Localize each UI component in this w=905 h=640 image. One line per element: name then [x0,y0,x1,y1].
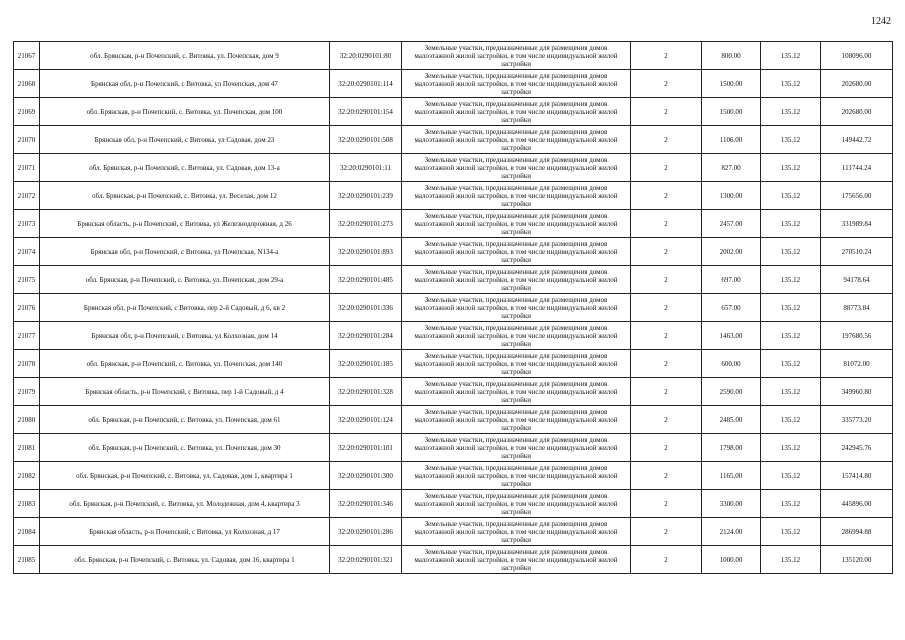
cadastral-value-cell: 202680.00 [821,70,893,98]
row-number-cell: 21078 [14,350,40,378]
land-use-cell: Земельные участки, предназначенные для размещения домов малоэтажной жилой застройки, в том числе индивидуальной жилой застройки [402,210,631,238]
row-number-cell: 21085 [14,546,40,574]
land-use-cell: Земельные участки, предназначенные для размещения домов малоэтажной жилой застройки, в том числе индивидуальной жилой застройки [402,434,631,462]
cadastral-value-cell: 270510.24 [821,238,893,266]
row-number-cell: 21069 [14,98,40,126]
table-row [14,434,893,462]
group-cell: 2 [631,266,702,294]
land-use-cell: Земельные участки, предназначенные для размещения домов малоэтажной жилой застройки, в том числе индивидуальной жилой застройки [402,238,631,266]
land-use-cell: Земельные участки, предназначенные для размещения домов малоэтажной жилой застройки, в том числе индивидуальной жилой застройки [402,266,631,294]
page-number: 1242 [871,16,891,27]
row-number-cell: 21083 [14,490,40,518]
address-cell: Брянская область, р-н Почепский, с Витовка, ул Колхозная, д 17 [40,518,330,546]
rate-cell: 135.12 [761,154,821,182]
group-cell: 2 [631,378,702,406]
land-registry-table [13,41,893,574]
row-number-cell: 21067 [14,42,40,70]
table-row [14,42,893,70]
group-cell: 2 [631,350,702,378]
area-cell: 1500.00 [702,98,761,126]
rate-cell: 135.12 [761,70,821,98]
land-use-cell: Земельные участки, предназначенные для размещения домов малоэтажной жилой застройки, в том числе индивидуальной жилой застройки [402,490,631,518]
table-body [14,42,893,574]
table-row [14,350,893,378]
cadastral-value-cell: 202680.00 [821,98,893,126]
rate-cell: 135.12 [761,322,821,350]
group-cell: 2 [631,490,702,518]
cadastral-value-cell: 445896.00 [821,490,893,518]
land-use-cell: Земельные участки, предназначенные для размещения домов малоэтажной жилой застройки, в том числе индивидуальной жилой застройки [402,406,631,434]
land-use-cell: Земельные участки, предназначенные для размещения домов малоэтажной жилой застройки, в том числе индивидуальной жилой застройки [402,126,631,154]
cadastral-number-cell: 32:20:0290101:893 [330,238,402,266]
group-cell: 2 [631,434,702,462]
table-row [14,406,893,434]
land-use-cell: Земельные участки, предназначенные для размещения домов малоэтажной жилой застройки, в том числе индивидуальной жилой застройки [402,378,631,406]
cadastral-number-cell: 32:20:0290101:336 [330,294,402,322]
row-number-cell: 21081 [14,434,40,462]
group-cell: 2 [631,518,702,546]
row-number-cell: 21073 [14,210,40,238]
rate-cell: 135.12 [761,546,821,574]
cadastral-value-cell: 111744.24 [821,154,893,182]
address-cell: обл. Брянская, р-н Почепский, с. Витовка, ул. Почепская, дом 29-а [40,266,330,294]
cadastral-number-cell: 32:20:0290101:346 [330,490,402,518]
address-cell: обл. Брянская, р-н Почепский, с. Витовка, ул. Садовая, дом 13-а [40,154,330,182]
cadastral-number-cell: 32:20:0290101:239 [330,182,402,210]
area-cell: 2124.00 [702,518,761,546]
cadastral-number-cell: 32:20:0290101:11 [330,154,402,182]
cadastral-number-cell: 32:20:0290101:508 [330,126,402,154]
row-number-cell: 21074 [14,238,40,266]
table-row [14,462,893,490]
table-row [14,98,893,126]
row-number-cell: 21075 [14,266,40,294]
table-row [14,126,893,154]
cadastral-number-cell: 32:20:0290101:485 [330,266,402,294]
rate-cell: 135.12 [761,378,821,406]
group-cell: 2 [631,42,702,70]
address-cell: Брянская обл, р-н Почепский, с Витовка, пер 2-й Садовый, д 6, кв 2 [40,294,330,322]
row-number-cell: 21080 [14,406,40,434]
cadastral-number-cell: 32:20:0290101:185 [330,350,402,378]
group-cell: 2 [631,154,702,182]
group-cell: 2 [631,182,702,210]
address-cell: обл. Брянская, р-н Почепский, с. Витовка, ул. Почепская, дом 9 [40,42,330,70]
cadastral-number-cell: 32:20:0290101:124 [330,406,402,434]
area-cell: 600.00 [702,350,761,378]
area-cell: 697.00 [702,266,761,294]
area-cell: 3300.00 [702,490,761,518]
cadastral-number-cell: 32:20:0290101:328 [330,378,402,406]
group-cell: 2 [631,210,702,238]
cadastral-value-cell: 242945.76 [821,434,893,462]
group-cell: 2 [631,322,702,350]
cadastral-value-cell: 81072.00 [821,350,893,378]
address-cell: Брянская обл, р-н Почепский, с Витовка, ул Почепская, N134-а [40,238,330,266]
land-use-cell: Земельные участки, предназначенные для размещения домов малоэтажной жилой застройки, в том числе индивидуальной жилой застройки [402,182,631,210]
cadastral-value-cell: 108096.00 [821,42,893,70]
row-number-cell: 21076 [14,294,40,322]
cadastral-number-cell: 32:20:0290101:284 [330,322,402,350]
cadastral-value-cell: 175656.00 [821,182,893,210]
area-cell: 2457.00 [702,210,761,238]
cadastral-number-cell: 32:20:0290101:101 [330,434,402,462]
table-row [14,490,893,518]
address-cell: обл. Брянская, р-н Почепский, с. Витовка, ул. Садовая, дом 16, квартира 1 [40,546,330,574]
cadastral-number-cell: 32:20:0290101:321 [330,546,402,574]
group-cell: 2 [631,98,702,126]
cadastral-value-cell: 197680.56 [821,322,893,350]
land-use-cell: Земельные участки, предназначенные для размещения домов малоэтажной жилой застройки, в том числе индивидуальной жилой застройки [402,70,631,98]
row-number-cell: 21079 [14,378,40,406]
rate-cell: 135.12 [761,126,821,154]
land-use-cell: Земельные участки, предназначенные для размещения домов малоэтажной жилой застройки, в том числе индивидуальной жилой застройки [402,350,631,378]
row-number-cell: 21084 [14,518,40,546]
land-use-cell: Земельные участки, предназначенные для размещения домов малоэтажной жилой застройки, в том числе индивидуальной жилой застройки [402,98,631,126]
row-number-cell: 21071 [14,154,40,182]
row-number-cell: 21072 [14,182,40,210]
table-row [14,154,893,182]
address-cell: Брянская область, р-н Почепский, с Витовка, пер 1-й Садовый, д 4 [40,378,330,406]
table-row [14,266,893,294]
row-number-cell: 21077 [14,322,40,350]
cadastral-value-cell: 286994.88 [821,518,893,546]
land-use-cell: Земельные участки, предназначенные для размещения домов малоэтажной жилой застройки, в том числе индивидуальной жилой застройки [402,518,631,546]
cadastral-number-cell: 32:20:0290101:286 [330,518,402,546]
group-cell: 2 [631,546,702,574]
area-cell: 657.00 [702,294,761,322]
cadastral-value-cell: 94178.64 [821,266,893,294]
group-cell: 2 [631,238,702,266]
row-number-cell: 21082 [14,462,40,490]
land-use-cell: Земельные участки, предназначенные для размещения домов малоэтажной жилой застройки, в том числе индивидуальной жилой застройки [402,154,631,182]
rate-cell: 135.12 [761,518,821,546]
cadastral-number-cell: 32:20:0290101:114 [330,70,402,98]
area-cell: 800.00 [702,42,761,70]
table-row [14,546,893,574]
rate-cell: 135.12 [761,266,821,294]
address-cell: обл. Брянская, р-н Почепский, с. Витовка, ул. Почепская, дом 30 [40,434,330,462]
row-number-cell: 21068 [14,70,40,98]
rate-cell: 135.12 [761,462,821,490]
land-use-cell: Земельные участки, предназначенные для размещения домов малоэтажной жилой застройки, в том числе индивидуальной жилой застройки [402,462,631,490]
rate-cell: 135.12 [761,294,821,322]
cadastral-number-cell: 32:20:0290101:80 [330,42,402,70]
group-cell: 2 [631,462,702,490]
cadastral-value-cell: 88773.84 [821,294,893,322]
address-cell: Брянская обл, р-н Почепский, с Витовка, ул Почепская, дом 47 [40,70,330,98]
cadastral-value-cell: 157414.80 [821,462,893,490]
address-cell: Брянская обл, р-н Почепский, с Витовка, ул Колхозная, дом 14 [40,322,330,350]
address-cell: обл. Брянская, р-н Почепский, с. Витовка, ул. Веселая, дом 12 [40,182,330,210]
group-cell: 2 [631,126,702,154]
rate-cell: 135.12 [761,434,821,462]
rate-cell: 135.12 [761,42,821,70]
area-cell: 1000.00 [702,546,761,574]
rate-cell: 135.12 [761,238,821,266]
address-cell: обл. Брянская, р-н Почепский, с. Витовка, ул. Почепская, дом 100 [40,98,330,126]
rate-cell: 135.12 [761,210,821,238]
cadastral-number-cell: 32:20:0290101:154 [330,98,402,126]
area-cell: 2002.00 [702,238,761,266]
land-use-cell: Земельные участки, предназначенные для размещения домов малоэтажной жилой застройки, в том числе индивидуальной жилой застройки [402,546,631,574]
address-cell: обл. Брянская, р-н Почепский, с. Витовка, ул. Почепская, дом 61 [40,406,330,434]
cadastral-value-cell: 135120.00 [821,546,893,574]
rate-cell: 135.12 [761,350,821,378]
address-cell: обл. Брянская, р-н Почепский, с. Витовка, ул. Молодежная, дом 4, квартира 3 [40,490,330,518]
area-cell: 2485.00 [702,406,761,434]
cadastral-value-cell: 331989.84 [821,210,893,238]
table-row [14,238,893,266]
area-cell: 1106.00 [702,126,761,154]
row-number-cell: 21070 [14,126,40,154]
cadastral-value-cell: 349960.80 [821,378,893,406]
land-use-cell: Земельные участки, предназначенные для размещения домов малоэтажной жилой застройки, в том числе индивидуальной жилой застройки [402,322,631,350]
table-row [14,322,893,350]
table-row [14,70,893,98]
cadastral-number-cell: 32:20:0290101:273 [330,210,402,238]
area-cell: 1798.00 [702,434,761,462]
area-cell: 1463.00 [702,322,761,350]
cadastral-value-cell: 149442.72 [821,126,893,154]
cadastral-value-cell: 335773.20 [821,406,893,434]
group-cell: 2 [631,70,702,98]
address-cell: обл. Брянская, р-н Почепский, с. Витовка, ул. Садовая, дом 1, квартира 1 [40,462,330,490]
rate-cell: 135.12 [761,182,821,210]
rate-cell: 135.12 [761,490,821,518]
address-cell: Брянская область, р-н Почепский, с Витовка, ул Железнодорожная, д 26 [40,210,330,238]
group-cell: 2 [631,406,702,434]
area-cell: 1300.00 [702,182,761,210]
cadastral-number-cell: 32:20:0290101:300 [330,462,402,490]
table-row [14,294,893,322]
area-cell: 1165.00 [702,462,761,490]
rate-cell: 135.12 [761,98,821,126]
group-cell: 2 [631,294,702,322]
table-row [14,182,893,210]
table-row [14,518,893,546]
table-row [14,378,893,406]
land-use-cell: Земельные участки, предназначенные для размещения домов малоэтажной жилой застройки, в том числе индивидуальной жилой застройки [402,42,631,70]
land-use-cell: Земельные участки, предназначенные для размещения домов малоэтажной жилой застройки, в том числе индивидуальной жилой застройки [402,294,631,322]
area-cell: 827.00 [702,154,761,182]
address-cell: обл. Брянская, р-н Почепский, с. Витовка, ул. Почепская, дом 140 [40,350,330,378]
area-cell: 1500.00 [702,70,761,98]
table-row [14,210,893,238]
area-cell: 2590.00 [702,378,761,406]
address-cell: Брянская обл, р-н Почепский, с Витовка, ул Садовая, дом 23 [40,126,330,154]
rate-cell: 135.12 [761,406,821,434]
